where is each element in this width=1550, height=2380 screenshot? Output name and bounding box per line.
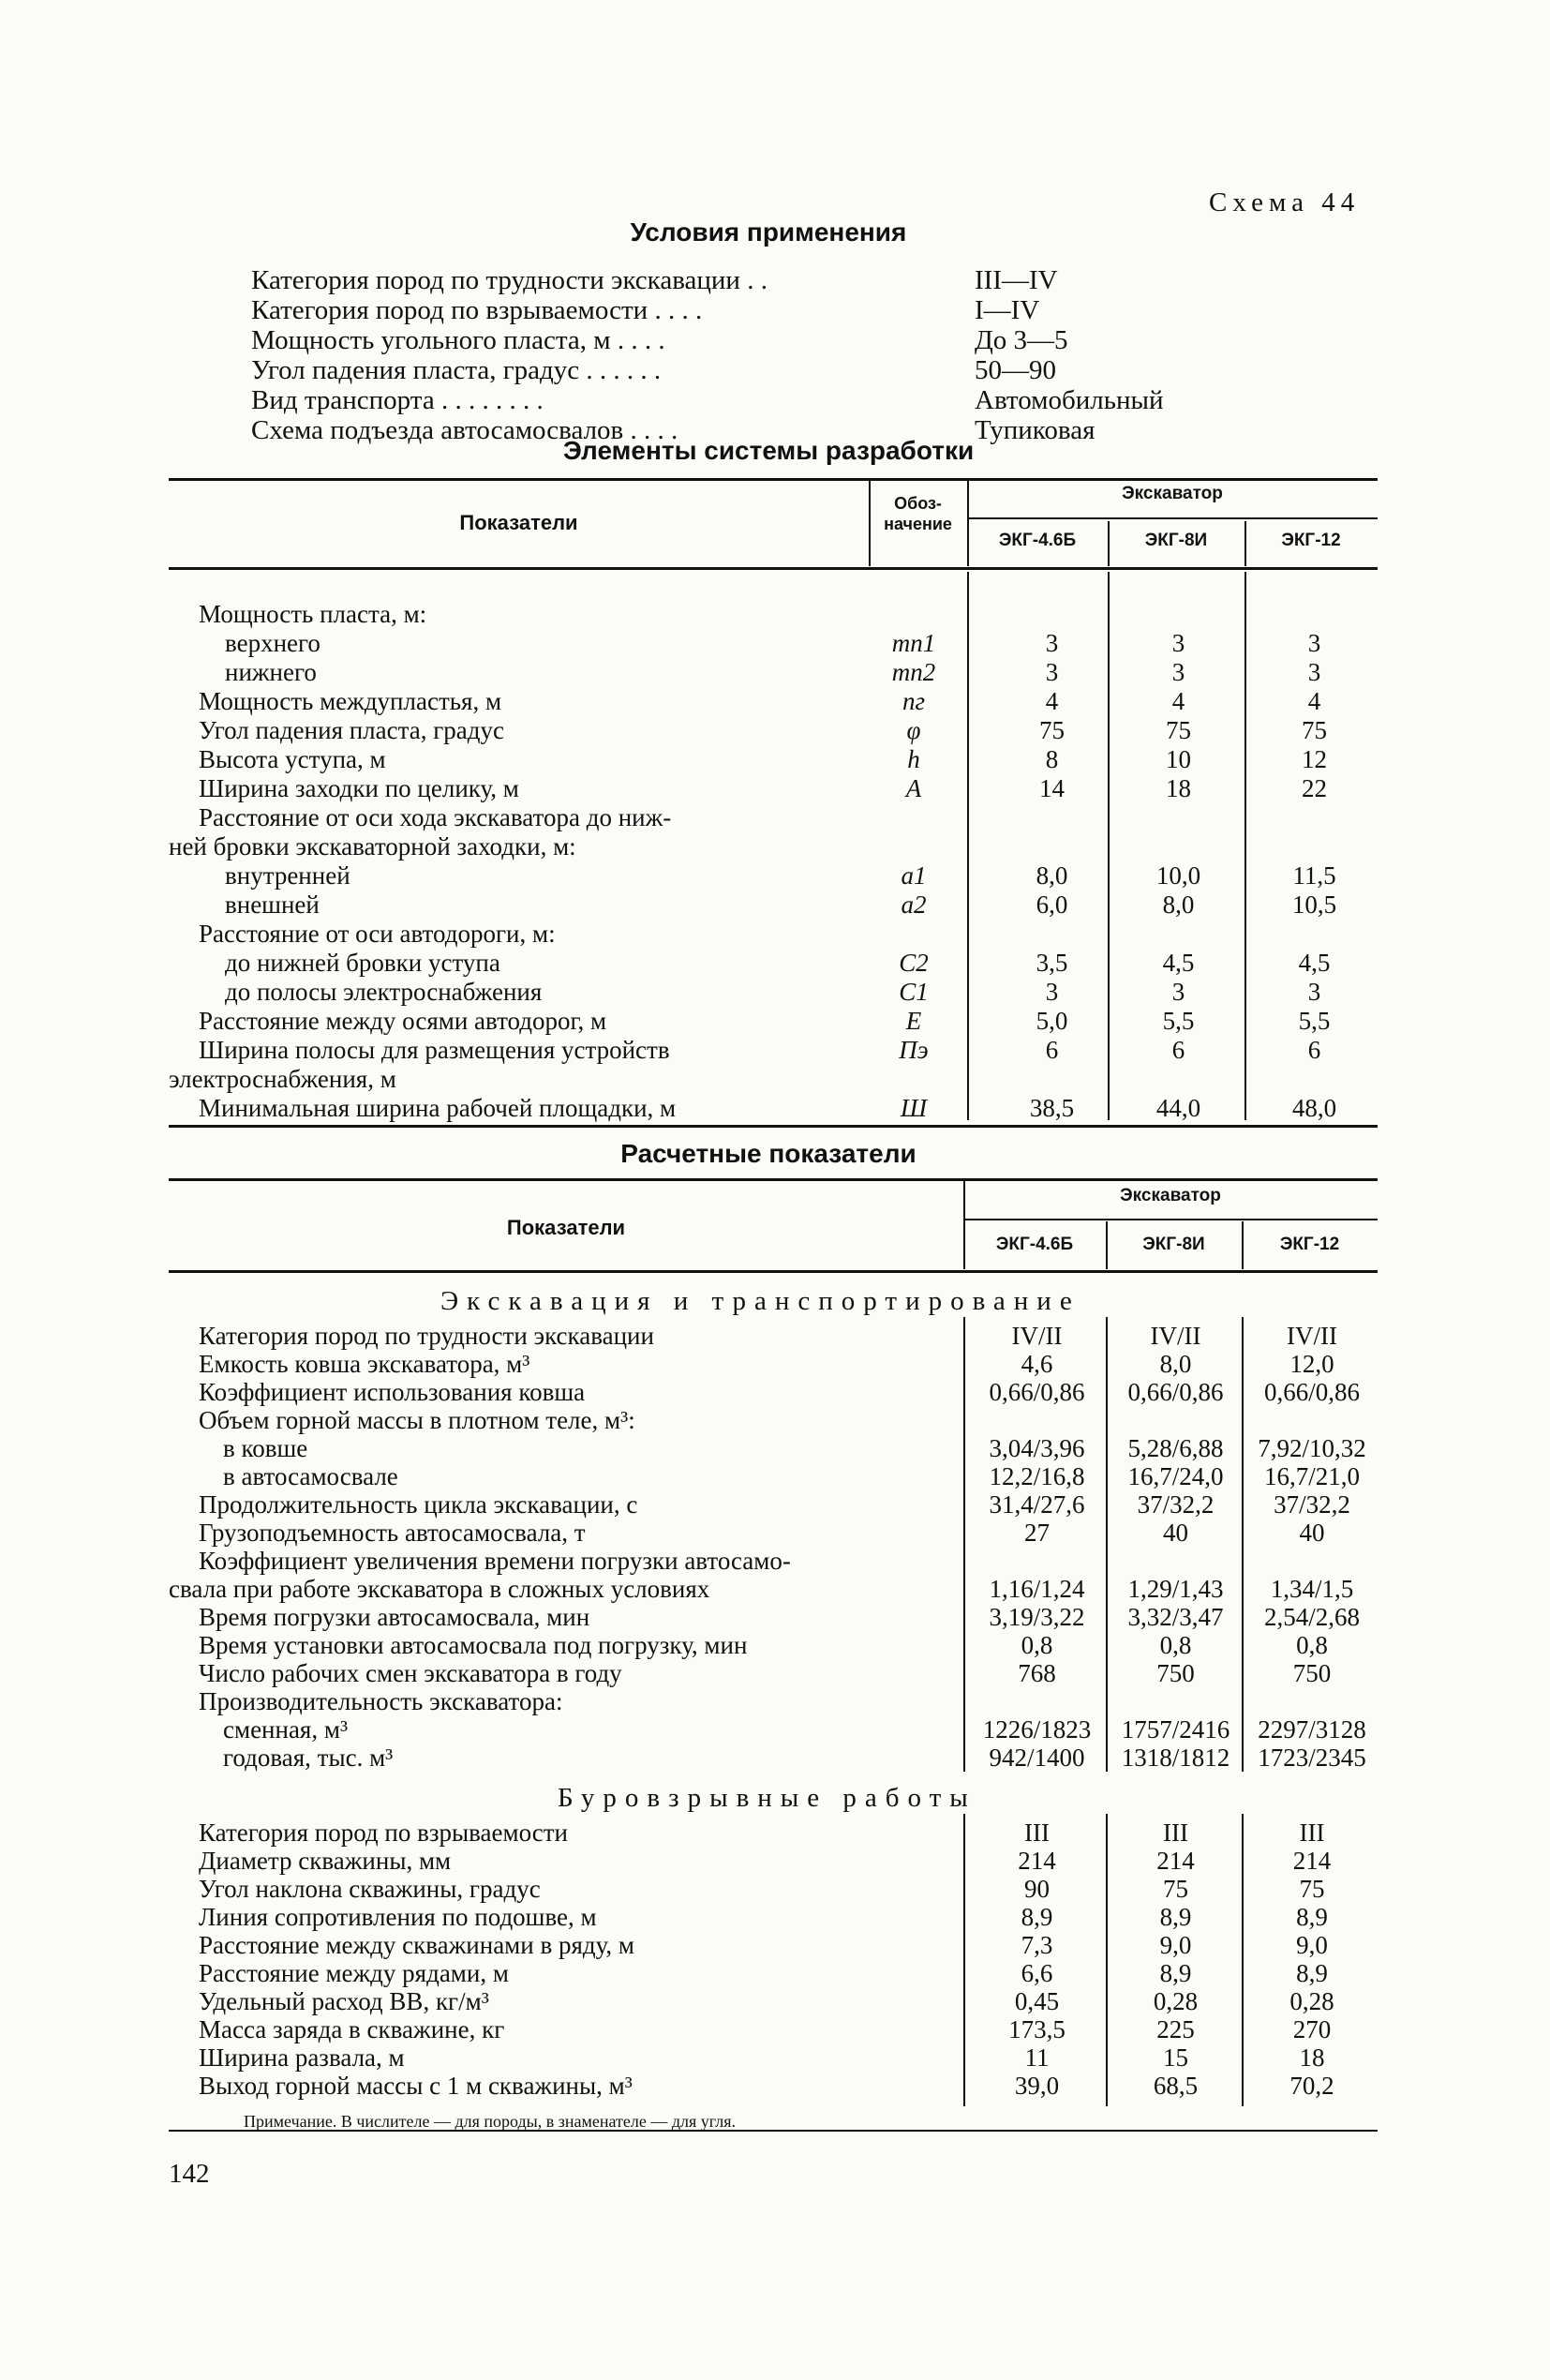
calc-row-value: IV/II: [1287, 1322, 1337, 1350]
elements-row-label: ней бровки экскаваторной заходки, м:: [169, 832, 576, 861]
elements-row: [0, 891, 1550, 919]
calc-row-label: Число рабочих смен экскаватора в году: [199, 1659, 622, 1687]
condition-label: Угол падения пласта, градус . . . . . .: [251, 355, 662, 385]
calc-row-value: 0,66/0,86: [1263, 1378, 1360, 1406]
calc-row: [0, 1875, 1550, 1903]
calc-row-value: III: [1299, 1819, 1325, 1847]
elements-row: [0, 1065, 1550, 1093]
elements-row: [0, 687, 1550, 715]
condition-value: Тупиковая: [975, 415, 1095, 445]
calc-row-value: 8,9: [1296, 1903, 1328, 1931]
calc-row-value: 0,8: [1159, 1631, 1192, 1659]
calc-header-model-2: ЭКГ-8И: [1142, 1235, 1205, 1254]
calc-row-value: 2,54/2,68: [1263, 1603, 1360, 1631]
calc-row: [0, 1903, 1550, 1931]
elements-row-value: 3: [1307, 629, 1321, 657]
elements-row: [0, 716, 1550, 744]
calc-row-value: 768: [1018, 1659, 1056, 1687]
conditions-title: Условия применения: [630, 217, 907, 247]
elements-row-label: Мощность междупластья, м: [199, 687, 502, 715]
calc-row-value: 8,9: [1159, 1959, 1192, 1987]
calc-row-label: Грузоподъемность автосамосвала, т: [199, 1519, 586, 1547]
calc-row-label: Удельный расход ВВ, кг/м³: [199, 1987, 489, 2015]
elements-row-symbol: mп2: [891, 658, 936, 686]
condition-label: Мощность угольного пласта, м . . . .: [251, 325, 665, 355]
elements-row-value: 11,5: [1292, 861, 1336, 890]
calc-row-label: Коэффициент использования ковша: [199, 1378, 586, 1406]
calc-row-value: 37/32,2: [1137, 1490, 1215, 1519]
elements-row-value: 12: [1302, 745, 1327, 773]
calc-row-value: 18: [1299, 2043, 1325, 2072]
calc-row-label: свала при работе экскаватора в сложных условиях: [169, 1575, 710, 1603]
elements-row: [0, 920, 1550, 948]
calc-row-value: 9,0: [1159, 1931, 1192, 1959]
elements-row-value: 10,5: [1291, 891, 1337, 919]
condition-value: Автомобильный: [975, 385, 1164, 415]
calc-row-value: 1318/1812: [1121, 1744, 1230, 1772]
elements-row-value: 8: [1045, 745, 1059, 773]
calc-row-label: Коэффициент увеличения времени погрузки автосамо-: [199, 1547, 791, 1575]
elements-row-label: Ширина заходки по целику, м: [199, 774, 519, 802]
elements-row-symbol: a2: [901, 891, 927, 919]
elements-row-value: 10,0: [1155, 861, 1201, 890]
condition-row: [251, 355, 1188, 386]
elements-row: [0, 803, 1550, 831]
elements-header-indicators: Показатели: [459, 511, 578, 534]
calc-row: [0, 1847, 1550, 1875]
calc-row-value: 39,0: [1014, 2072, 1060, 2100]
elements-row-label: Угол падения пласта, градус: [199, 716, 505, 744]
calc-row-value: 173,5: [1008, 2015, 1066, 2043]
calc-row-label: Емкость ковша экскаватора, м³: [199, 1350, 530, 1378]
calc-row-value: 4,6: [1021, 1350, 1053, 1378]
calc-row-value: 270: [1292, 2015, 1332, 2043]
calc-row-value: 225: [1156, 2015, 1195, 2043]
calc-row: [0, 1715, 1550, 1744]
elements-row-symbol: A: [905, 774, 922, 802]
schema-label: Схема 44: [1209, 187, 1361, 217]
elements-row-value: 5,5: [1162, 1007, 1195, 1035]
calc-row: [0, 1931, 1550, 1959]
calc-row: [0, 1378, 1550, 1406]
elements-row-symbol: E: [905, 1007, 922, 1035]
condition-value: I—IV: [975, 295, 1040, 325]
elements-row-label: верхнего: [225, 629, 320, 657]
condition-value: До 3—5: [975, 325, 1068, 355]
elements-row-value: 75: [1166, 716, 1191, 744]
elements-row-symbol: Ш: [900, 1094, 928, 1122]
calc-row: [0, 2072, 1550, 2100]
elements-header-excavator: Экскаватор: [1122, 484, 1223, 503]
condition-label: Категория пород по трудности экскавации . .: [251, 265, 768, 295]
elements-row-symbol: Пэ: [899, 1036, 929, 1064]
elements-row-value: 4,5: [1162, 949, 1195, 977]
calc-row: [0, 1659, 1550, 1687]
elements-row-value: 5,0: [1036, 1007, 1068, 1035]
calc-row: [0, 1819, 1550, 1847]
elements-row-label: Расстояние от оси хода экскаватора до ниж-: [199, 803, 672, 831]
elements-header-symbol: Обоз- начение: [884, 494, 952, 533]
calc-row: [0, 2043, 1550, 2072]
calc-row-value: 0,28: [1153, 1987, 1199, 2015]
elements-row-value: 10: [1166, 745, 1191, 773]
elements-row-label: Минимальная ширина рабочей площадки, м: [199, 1094, 677, 1122]
calc-row-value: 12,0: [1289, 1350, 1334, 1378]
calc-row: [0, 1350, 1550, 1378]
calc-row-value: 40: [1163, 1519, 1188, 1547]
calc-row-value: 3,32/3,47: [1127, 1603, 1224, 1631]
condition-label: Схема подъезда автосамосвалов . . . .: [251, 415, 678, 445]
calc-row-value: 9,0: [1296, 1931, 1328, 1959]
elements-row-label: электроснабжения, м: [169, 1065, 396, 1093]
calc-row-value: 37/32,2: [1274, 1490, 1350, 1519]
calc-header-excavator: Экскаватор: [1120, 1186, 1221, 1205]
calc-row-value: 75: [1299, 1875, 1325, 1903]
elements-row-value: 3,5: [1036, 949, 1068, 977]
calc-row-value: 7,92/10,32: [1258, 1434, 1366, 1462]
calc-row-value: 8,9: [1021, 1903, 1053, 1931]
elements-row-value: 18: [1166, 774, 1191, 802]
elements-row-value: 4: [1307, 687, 1321, 715]
calc-row-value: 3,19/3,22: [989, 1603, 1085, 1631]
calc-row-value: 8,9: [1296, 1959, 1328, 1987]
elements-row: [0, 600, 1550, 628]
calc-row-value: 0,8: [1021, 1631, 1053, 1659]
calc-row-label: Категория пород по трудности экскавации: [199, 1322, 654, 1350]
condition-value: 50—90: [975, 355, 1056, 385]
elements-row: [0, 949, 1550, 977]
calc-row-value: 214: [1018, 1847, 1056, 1875]
calc-row-label: Расстояние между рядами, м: [199, 1959, 509, 1987]
calc-row-value: 1723/2345: [1258, 1744, 1366, 1772]
elements-row: [0, 658, 1550, 686]
calc-title: Расчетные показатели: [620, 1139, 917, 1168]
calc-row-value: 750: [1292, 1659, 1332, 1687]
calc-row-value: 75: [1163, 1875, 1188, 1903]
elements-row-value: 38,5: [1029, 1094, 1075, 1122]
calc-row: [0, 1519, 1550, 1547]
calc-row: [0, 1575, 1550, 1603]
calc-row-value: 15: [1163, 2043, 1188, 2072]
calc-row-value: III: [1163, 1819, 1188, 1847]
calc-row: [0, 1547, 1550, 1575]
calc-row-value: 0,66/0,86: [989, 1378, 1085, 1406]
elements-row-value: 6,0: [1036, 891, 1068, 919]
calc-row-value: 70,2: [1289, 2072, 1334, 2100]
elements-row: [0, 861, 1550, 890]
calc-row-value: 0,8: [1296, 1631, 1328, 1659]
calc-row-value: 1,34/1,5: [1270, 1575, 1354, 1603]
elements-row-value: 5,5: [1298, 1007, 1331, 1035]
elements-row-symbol: mп1: [891, 629, 936, 657]
calc-row-label: Продолжительность цикла экскавации, с: [199, 1490, 638, 1519]
elements-row-value: 8,0: [1162, 891, 1195, 919]
elements-header-model-1: ЭКГ-4.6Б: [998, 531, 1077, 550]
calc-row: [0, 1987, 1550, 2015]
elements-row-label: Мощность пласта, м:: [199, 600, 427, 628]
calc-row-value: 16,7/21,0: [1263, 1462, 1360, 1490]
calc-row-value: 27: [1024, 1519, 1050, 1547]
calc-row: [0, 2015, 1550, 2043]
calc-section-title: Экскавация и транспортирование: [440, 1286, 1081, 1316]
calc-row-value: 942/1400: [989, 1744, 1085, 1772]
calc-row-value: 7,3: [1021, 1931, 1053, 1959]
elements-row-value: 3: [1045, 658, 1059, 686]
condition-row: [251, 265, 1188, 296]
calc-row-label: Производительность экскаватора:: [199, 1687, 563, 1715]
elements-header-model-2: ЭКГ-8И: [1144, 531, 1208, 550]
calc-row-label: в автосамосвале: [223, 1462, 398, 1490]
calc-row-label: Диаметр скважины, мм: [199, 1847, 452, 1875]
elements-row-value: 6: [1171, 1036, 1185, 1064]
calc-row: [0, 1603, 1550, 1631]
calc-row-value: 214: [1156, 1847, 1195, 1875]
calc-row-value: 0,45: [1014, 1987, 1060, 2015]
elements-row-label: Расстояние от оси автодороги, м:: [199, 920, 556, 948]
calc-row-value: 68,5: [1153, 2072, 1199, 2100]
elements-row: [0, 978, 1550, 1006]
calc-row-value: 214: [1292, 1847, 1332, 1875]
calc-row-label: Объем горной массы в плотном теле, м³:: [199, 1406, 635, 1434]
elements-row-value: 8,0: [1036, 861, 1068, 890]
calc-row-value: 1226/1823: [982, 1715, 1092, 1744]
calc-row-value: 40: [1299, 1519, 1325, 1547]
calc-row: [0, 1322, 1550, 1350]
calc-row-value: IV/II: [1150, 1322, 1201, 1350]
calc-row-label: сменная, м³: [223, 1715, 349, 1744]
elements-row-label: Высота уступа, м: [199, 745, 386, 773]
elements-row-symbol: h: [907, 745, 920, 773]
calc-section-title: Буровзрывные работы: [558, 1783, 976, 1813]
elements-title: Элементы системы разработки: [562, 436, 975, 465]
calc-row-value: 750: [1156, 1659, 1195, 1687]
elements-row: [0, 1007, 1550, 1035]
calc-row-label: в ковше: [223, 1434, 308, 1462]
calc-header-indicators: Показатели: [506, 1216, 626, 1239]
elements-row-symbol: C2: [899, 949, 929, 977]
calc-row-label: годовая, тыс. м³: [223, 1744, 394, 1772]
condition-row: [251, 325, 1188, 356]
elements-row: [0, 1036, 1550, 1064]
calc-row-value: 1,29/1,43: [1127, 1575, 1224, 1603]
calc-row-value: 1,16/1,24: [989, 1575, 1085, 1603]
elements-row-value: 75: [1302, 716, 1327, 744]
elements-row-value: 3: [1171, 658, 1185, 686]
calc-row: [0, 1631, 1550, 1659]
elements-row-value: 4: [1171, 687, 1185, 715]
elements-row: [0, 745, 1550, 773]
elements-row-label: нижнего: [225, 658, 317, 686]
condition-row: [251, 385, 1188, 416]
calc-row-value: III: [1024, 1819, 1050, 1847]
condition-label: Категория пород по взрываемости . . . .: [251, 295, 703, 325]
calc-row: [0, 1434, 1550, 1462]
calc-row: [0, 1406, 1550, 1434]
elements-row-symbol: nг: [902, 687, 926, 715]
elements-row-value: 3: [1045, 629, 1059, 657]
calc-header-model-1: ЭКГ-4.6Б: [995, 1235, 1074, 1254]
calc-row-label: Время погрузки автосамосвала, мин: [199, 1603, 590, 1631]
calc-row-label: Время установки автосамосвала под погрузку, мин: [199, 1631, 748, 1659]
elements-row: [0, 1094, 1550, 1122]
calc-row-label: Выход горной массы с 1 м скважины, м³: [199, 2072, 633, 2100]
calc-row: [0, 1462, 1550, 1490]
elements-row-symbol: C1: [899, 978, 929, 1006]
calc-row-label: Угол наклона скважины, градус: [199, 1875, 541, 1903]
calc-row-value: 0,28: [1289, 1987, 1334, 2015]
elements-row-value: 48,0: [1291, 1094, 1337, 1122]
calc-row-value: 2297/3128: [1258, 1715, 1366, 1744]
elements-row-value: 3: [1307, 978, 1321, 1006]
elements-row: [0, 629, 1550, 657]
elements-row: [0, 832, 1550, 861]
calc-row-value: 11: [1024, 2043, 1050, 2072]
elements-row-value: 3: [1307, 658, 1321, 686]
calc-row: [0, 1959, 1550, 1987]
calc-row: [0, 1744, 1550, 1772]
elements-row-value: 3: [1171, 978, 1185, 1006]
calc-row: [0, 1687, 1550, 1715]
calc-row-value: 90: [1024, 1875, 1050, 1903]
table-note: Примечание. В числителе — для породы, в знаменателе — для угля.: [244, 2112, 737, 2131]
calc-row-label: Категория пород по взрываемости: [199, 1819, 569, 1847]
calc-row-label: Линия сопротивления по подошве, м: [199, 1903, 597, 1931]
elements-header-model-3: ЭКГ-12: [1281, 531, 1341, 550]
calc-row-value: 31,4/27,6: [989, 1490, 1085, 1519]
calc-row-value: 3,04/3,96: [989, 1434, 1085, 1462]
elements-row-symbol: φ: [906, 716, 921, 744]
calc-row: [0, 1490, 1550, 1519]
page-number: 142: [169, 2159, 210, 2189]
condition-value: III—IV: [975, 265, 1058, 295]
calc-row-value: 0,66/0,86: [1127, 1378, 1224, 1406]
calc-row-label: Масса заряда в скважине, кг: [199, 2015, 505, 2043]
elements-row-value: 22: [1302, 774, 1327, 802]
elements-row: [0, 774, 1550, 802]
elements-row-value: 4,5: [1298, 949, 1331, 977]
elements-row-value: 6: [1045, 1036, 1059, 1064]
elements-row-value: 3: [1171, 629, 1185, 657]
calc-row-label: Расстояние между скважинами в ряду, м: [199, 1931, 634, 1959]
elements-row-value: 4: [1045, 687, 1059, 715]
calc-row-value: 5,28/6,88: [1127, 1434, 1224, 1462]
calc-row-value: 6,6: [1021, 1959, 1053, 1987]
elements-row-label: Ширина полосы для размещения устройств: [199, 1036, 670, 1064]
calc-row-value: 1757/2416: [1121, 1715, 1230, 1744]
calc-row-value: 12,2/16,8: [989, 1462, 1085, 1490]
elements-row-label: Расстояние между осями автодорог, м: [199, 1007, 607, 1035]
elements-row-value: 75: [1039, 716, 1065, 744]
elements-row-label: внутренней: [225, 861, 350, 890]
calc-row-value: IV/II: [1011, 1322, 1063, 1350]
calc-row-value: 8,9: [1159, 1903, 1192, 1931]
elements-row-value: 6: [1307, 1036, 1321, 1064]
condition-row: [251, 295, 1188, 326]
elements-row-value: 14: [1039, 774, 1065, 802]
calc-row-label: Ширина развала, м: [199, 2043, 405, 2072]
calc-header-model-3: ЭКГ-12: [1279, 1235, 1340, 1254]
condition-label: Вид транспорта . . . . . . . .: [251, 385, 544, 415]
elements-row-symbol: a1: [901, 861, 927, 890]
elements-row-label: до нижней бровки уступа: [225, 949, 500, 977]
elements-row-value: 3: [1045, 978, 1059, 1006]
calc-row-value: 8,0: [1159, 1350, 1192, 1378]
calc-row-value: 16,7/24,0: [1127, 1462, 1224, 1490]
elements-row-value: 44,0: [1155, 1094, 1201, 1122]
elements-row-label: до полосы электроснабжения: [225, 978, 543, 1006]
elements-row-label: внешней: [225, 891, 320, 919]
